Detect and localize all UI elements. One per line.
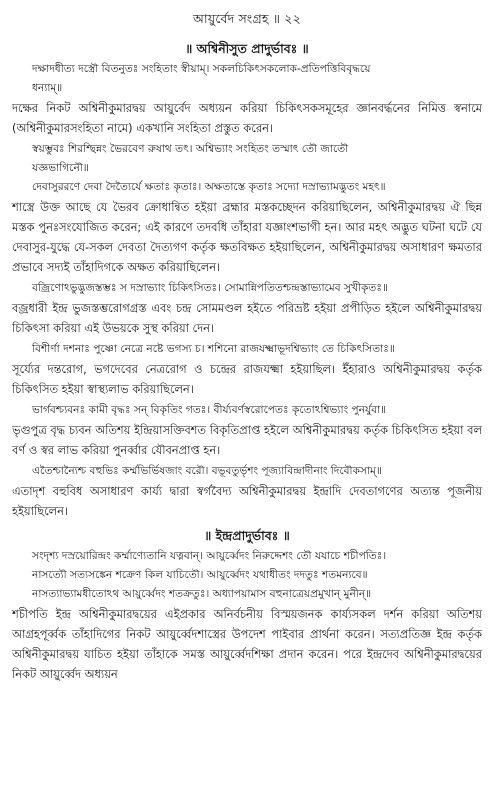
bengali-commentary: দক্ষের নিকট অশ্বিনীকুমারদ্বয় আয়ুর্বেদ অধ্যয়ন করিয়া চিকিৎসকসমূহের জ্ঞানবর্দ্ধনের নিমিত্ত স্বনামে (অশ্বিনীকুমারসংহিতা নামে) একখানি সংহিতা প্রস্তুত করেন।	[12, 101, 482, 135]
sanskrit-verse: যজ্ঞভাগিনৌ॥	[32, 162, 89, 174]
text-block	[12, 401, 482, 460]
text-block	[12, 340, 482, 399]
running-head: আয়ুর্বেদ সংগ্রহ ॥ ২২	[193, 11, 301, 26]
sanskrit-verse: দক্ষাদধীত্য দস্ত্রৌ বিতনুতঃ সংহিতাং স্বীয়াম্। সকলচিকিৎসকলোক-প্রতিপত্তিবিবৃদ্ধয়ে	[32, 63, 371, 75]
text-block	[12, 60, 482, 138]
sanskrit-verse: নাসত্যাভ্যামধীতোঽথ আয়ুর্ব্বেদং শতক্রতুঃ। অধ্যাপয়ামাস বহুনাত্রেয়প্রমুখান্ মুনীন্॥	[32, 588, 372, 600]
bengali-commentary: বজ্রধারী ইন্দ্র ভুজস্তম্ভরোগগ্রস্ত এবং চন্দ্র সোমমণ্ডল হইতে পরিভ্রষ্ট হইয়া প্রপীড়িত হইলে অশ্বিনীকুমারদ্বয় চিকিৎসা করিয়া এই উভয়কে সুস্থ করিয়া দেন।	[12, 301, 482, 335]
text-block	[12, 279, 482, 338]
sanskrit-verse: এতৈশ্চান্যৈশ্চ বহুভিঃ কর্ম্মভির্ভিষজাং বরৌ। বভূবতুর্ভৃশং পূজ্যাবিন্দ্রাদীনাং দিবৌকসাম্॥	[32, 465, 382, 477]
sanskrit-verse: বজ্রিণোঽভুদ্ভুজস্তম্ভঃ স দস্রাভ্যাং চিকিৎসিতঃ। সোমান্নিপতিতশ্চন্দ্রস্তাভ্যামেব সুখীকৃতঃ॥	[32, 282, 388, 294]
sanskrit-verse: দেবাসুররণে দেবা দৈত্যৈর্যে ক্ষতাঃ কৃতাঃ। অক্ষতাস্তে কৃতাঃ সদ্যো দস্রাভ্যামদ্ভুতং মহৎ॥	[32, 181, 386, 193]
sanskrit-verse: স্বয়ম্ভুবঃ শিরশ্ছিন্নং ভৈরবেণ রুষাথ তৎ। অশ্বিভ্যাং সংহিতং তস্মাৎ তৌ জাতৌ	[32, 143, 349, 155]
bengali-commentary: এতাদৃশ বহুবিধ অসাধারণ কার্য্য দ্বারা স্বর্গবৈদ্য অশ্বিনীকুমারদ্বয় ইন্দ্রাদি দেবতাগণের অত্যন্ত পূজনীয় হইয়াছিলেন।	[12, 484, 482, 518]
text-block	[12, 547, 482, 684]
text-block	[12, 462, 482, 521]
section-heading: ॥ ইন্দ্রপ্রাদুর্ভাবঃ ॥	[204, 528, 290, 543]
bengali-commentary: শাস্ত্রে উক্ত আছে যে ভৈরব ক্রোধান্বিত হইয়া ব্রহ্মার মস্তকচ্ছেদন করিয়াছিলেন, অশ্বিনীকুমারদ্বয় ঐ ছিন্ন মস্তক পুনঃসংযোজিত করেন; এই কারণে তদবধি তাঁহারা যজ্ঞাংশভাগী হন। আর মহৎ অদ্ভুত ঘটনা ঘটে যে দেবাসুর-যুদ্ধে যে-সকল দেবতা দৈত্যগণ কর্তৃক ক্ষতবিক্ষত হইয়াছিলেন, অশ্বিনীকুমারদ্বয় অসাধারণ ক্ষমতার প্রভাবে সদ্যই তাঁহাদিগকে অক্ষত করিয়াছিলেন।	[12, 200, 482, 274]
section-heading: ॥ অশ্বিনীসুত প্রাদুর্ভাবঃ ॥	[185, 41, 309, 56]
bengali-commentary: ভৃগুপুত্র বৃদ্ধ চ্যবন অতিশয় ইন্দ্রিয়াসক্তিবশত বিকৃতিপ্রাপ্ত হইলে অশ্বিনীকুমারদ্বয় কর্তৃক চিকিৎসিত হইয়া বল বর্ণ ও স্বর লাভ করিয়া পুনর্ব্বার যৌবনপ্রাপ্ত হন।	[12, 423, 482, 457]
sanskrit-verse: ভার্গবশ্চ্যবনঃ কামী বৃদ্ধঃ সন্ বিকৃতিং গতঃ। বীর্য্যবর্ণস্বরোপেতঃ কৃতোঽশ্বিভ্যাং পুনর্যুবা॥	[32, 404, 387, 416]
section-ashvini	[12, 40, 482, 521]
text-block	[12, 140, 482, 277]
sanskrit-verse: সংদৃশ্য দস্রয়োরিন্দ্রং কর্ম্মাণ্যেতানি যত্নবান্। আয়ুর্ব্বেদং নিরুদ্দেশং তৌ যযাচে শচীপতিঃ।	[32, 550, 387, 562]
section-indra	[12, 527, 482, 684]
bengali-commentary: সূর্য্যের দন্তরোগ, ভগদেবের নেত্ররোগ ও চন্দ্রের রাজযক্ষ্মা হইয়াছিল। ইঁহারাও অশ্বিনীকুমারদ্বয় কর্তৃক চিকিৎসিত হইয়া স্বাস্থ্যলাভ করিয়াছিলেন।	[12, 362, 482, 396]
sanskrit-verse: বিশীর্ণা দশনাঃ পুষ্ণো নেত্রে নষ্টে ভগস্য চ। শশিনো রাজযক্ষ্মাভূদশ্বিভ্যাং তে চিকিৎসিতাঃ॥	[32, 343, 395, 355]
sanskrit-verse: ধন্যাম্॥	[32, 82, 63, 94]
bengali-commentary: শচীপতি ইন্দ্র অশ্বিনীকুমারদ্বয়ের এইপ্রকার অনির্বচনীয় বিস্ময়জনক কার্য্যসকল দর্শন করিয়া অতিশয় আগ্রহপূর্ব্বক তাঁহাদিগের নিকট আয়ুর্ব্বেদশাস্ত্রের উপদেশ পাইবার প্রার্থনা করেন। সত্যপ্রতিজ্ঞ ইন্দ্র কর্তৃক অশ্বিনীকুমারদ্বয় যাচিত হইয়া তাঁহাকে সমস্ত আয়ুর্ব্বেদশিক্ষা প্রদান করেন। পরে ইন্দ্রদেব অশ্বিনীকুমারদ্বয়ের নিকট আয়ুর্ব্বেদ অধ্যয়ন	[12, 607, 482, 681]
sanskrit-verse: নাসত্যৌ সত্যসঙ্কেন শক্রেণ কিল যাচিতৌ। আয়ুর্ব্বেদং যথাধীতং দদতুঃ শতমন্যবে॥	[32, 569, 368, 581]
